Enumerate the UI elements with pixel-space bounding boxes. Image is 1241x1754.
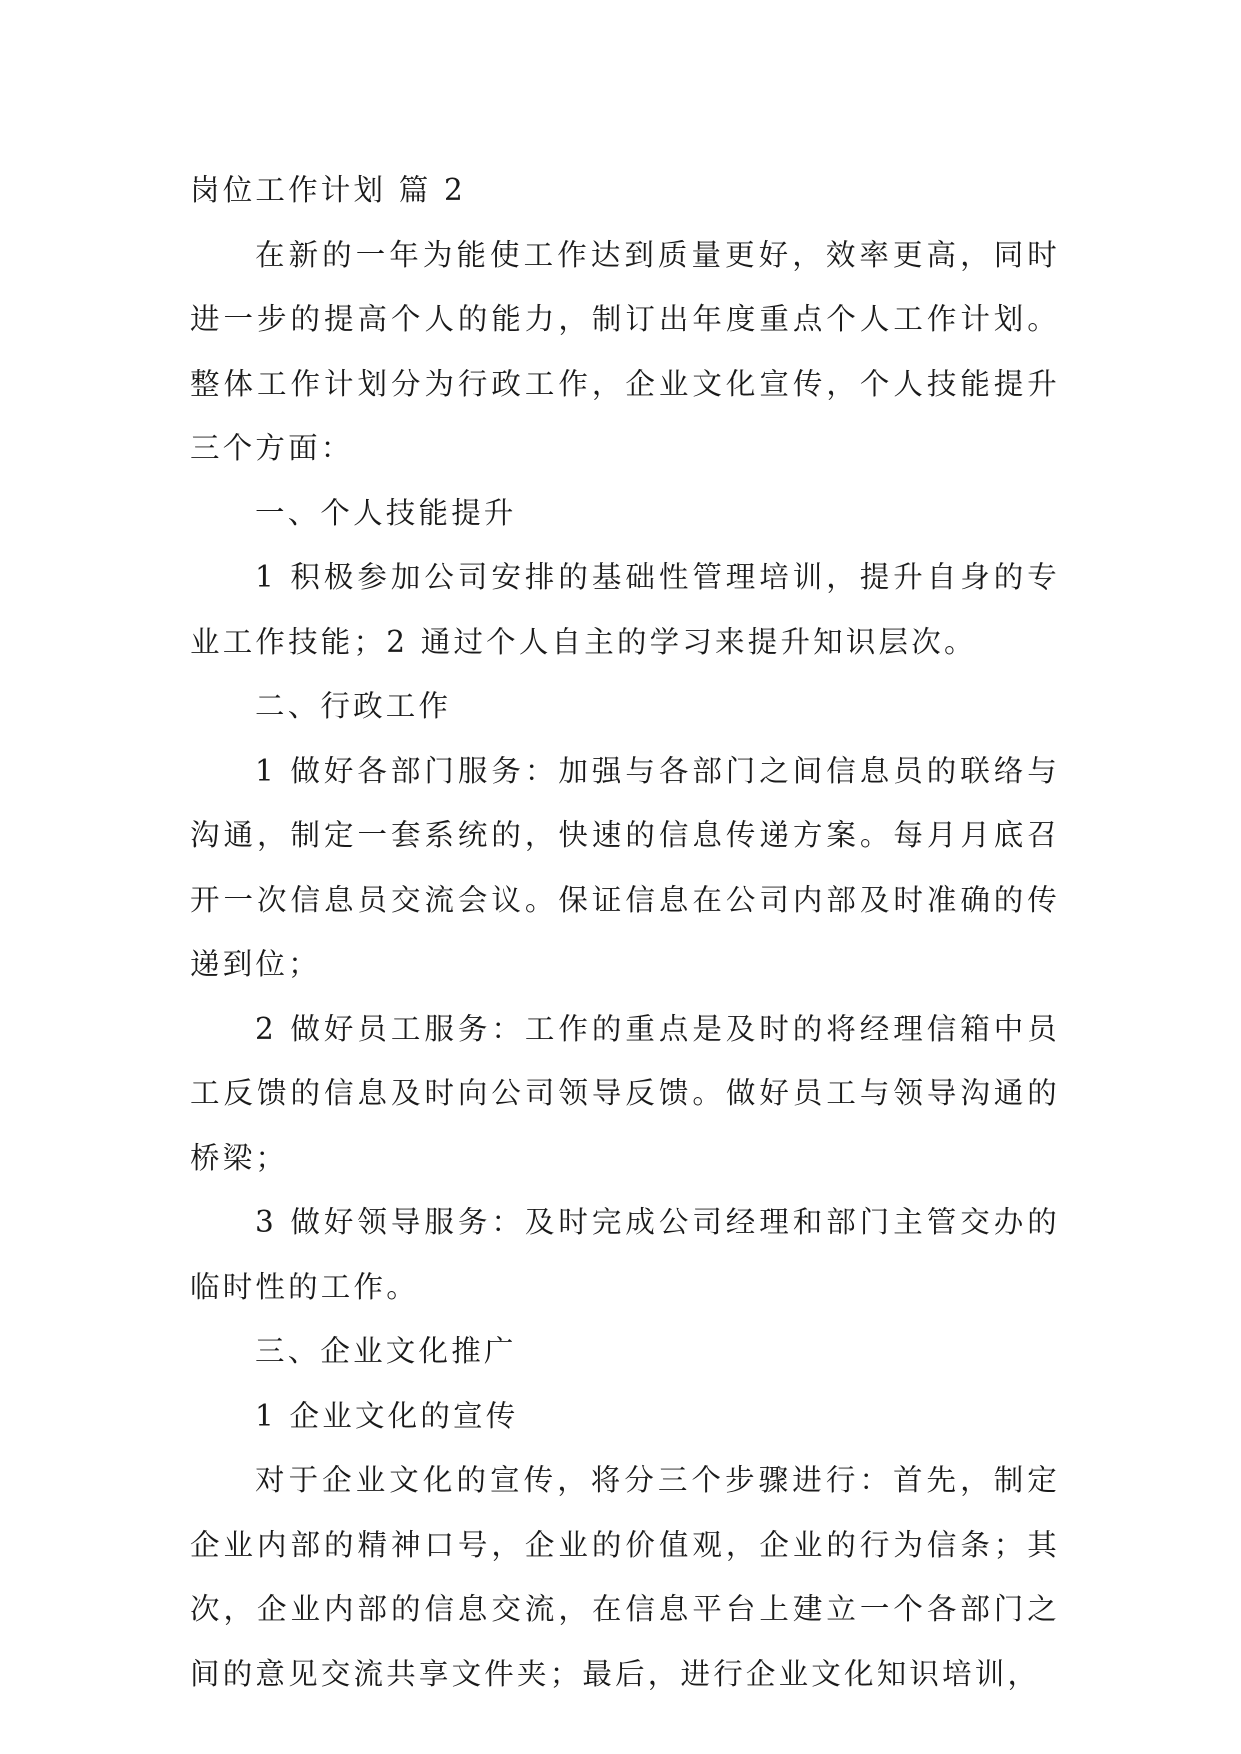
document-body xyxy=(190,158,1060,1706)
document-title: 岗位工作计划 篇 2 xyxy=(190,173,467,207)
paragraph-staff-service: 2 做好员工服务：工作的重点是及时的将经理信箱中员工反馈的信息及时向公司领导反馈。做好员工与领导沟通的桥梁； xyxy=(190,1011,1060,1175)
paragraph-culture-steps: 对于企业文化的宣传，将分三个步骤进行：首先，制定企业内部的精神口号，企业的价值观，企业的行为信条；其次，企业内部的信息交流，在信息平台上建立一个各部门之间的意见交流共享文件夹；最后，进行企业文化知识培训， xyxy=(190,1463,1060,1691)
paragraph-intro: 在新的一年为能使工作达到质量更好，效率更高，同时进一步的提高个人的能力，制订出年度重点个人工作计划。整体工作计划分为行政工作，企业文化宣传，个人技能提升三个方面： xyxy=(190,237,1060,465)
section-heading-2: 二、行政工作 xyxy=(255,689,452,723)
subheading-culture-promo: 1 企业文化的宣传 xyxy=(255,1398,519,1433)
paragraph-dept-service: 1 做好各部门服务：加强与各部门之间信息员的联络与沟通，制定一套系统的，快速的信息传递方案。每月月底召开一次信息员交流会议。保证信息在公司内部及时准确的传递到位； xyxy=(190,753,1060,981)
paragraph-skills: 1 积极参加公司安排的基础性管理培训，提升自身的专业工作技能；2 通过个人自主的学习来提升知识层次。 xyxy=(190,560,1060,659)
paragraph-leader-service: 3 做好领导服务：及时完成公司经理和部门主管交办的临时性的工作。 xyxy=(190,1205,1060,1304)
section-heading-3: 三、企业文化推广 xyxy=(255,1334,517,1368)
section-heading-1: 一、个人技能提升 xyxy=(255,495,517,530)
